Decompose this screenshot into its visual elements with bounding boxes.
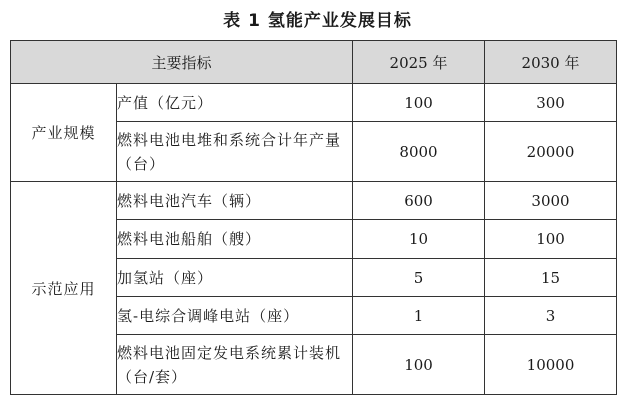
row-label: 燃料电池固定发电系统累计装机（台/套） xyxy=(117,335,353,395)
row-label: 氢-电综合调峰电站（座） xyxy=(117,297,353,335)
row-label: 燃料电池船舶（艘） xyxy=(117,220,353,259)
header-indicator: 主要指标 xyxy=(11,41,353,84)
value-2025: 10 xyxy=(353,220,485,259)
value-2025: 8000 xyxy=(353,122,485,182)
value-2030: 300 xyxy=(485,84,617,122)
value-2025: 100 xyxy=(353,335,485,395)
group-demo-application: 示范应用 xyxy=(11,182,117,395)
value-2025: 600 xyxy=(353,182,485,220)
table-row xyxy=(11,182,617,220)
value-2025: 100 xyxy=(353,84,485,122)
row-label: 加氢站（座） xyxy=(117,259,353,297)
group-industry-scale: 产业规模 xyxy=(11,84,117,182)
table-header-row xyxy=(11,41,617,84)
value-2030: 20000 xyxy=(485,122,617,182)
value-2030: 100 xyxy=(485,220,617,259)
value-2030: 10000 xyxy=(485,335,617,395)
hydrogen-goals-table xyxy=(10,40,617,395)
row-label: 产值（亿元） xyxy=(117,84,353,122)
value-2030: 3000 xyxy=(485,182,617,220)
table-caption: 表 1 氢能产业发展目标 xyxy=(223,11,412,31)
value-2030: 15 xyxy=(485,259,617,297)
value-2025: 1 xyxy=(353,297,485,335)
row-label: 燃料电池电堆和系统合计年产量（台） xyxy=(117,122,353,182)
row-label: 燃料电池汽车（辆） xyxy=(117,182,353,220)
table-row xyxy=(11,84,617,122)
header-2025: 2025 年 xyxy=(353,41,485,84)
value-2025: 5 xyxy=(353,259,485,297)
value-2030: 3 xyxy=(485,297,617,335)
header-2030: 2030 年 xyxy=(485,41,617,84)
